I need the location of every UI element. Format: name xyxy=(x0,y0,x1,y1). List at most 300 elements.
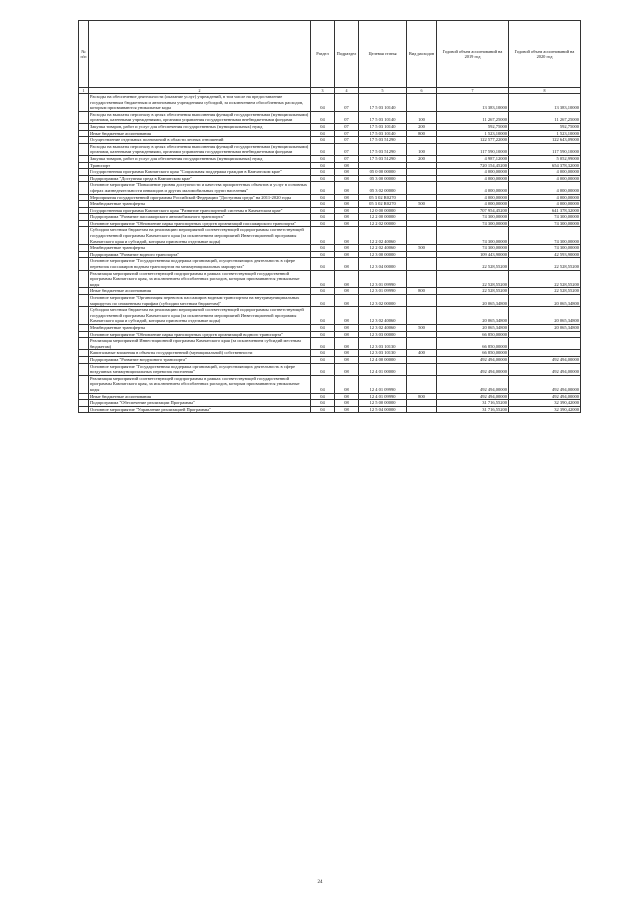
row-target-article-cell: 12 4 00 00000 xyxy=(359,356,407,363)
row-target-article-cell: 12 3 01 09990 xyxy=(359,288,407,295)
row-subsection-cell: 07 xyxy=(335,155,359,162)
row-volume-2019-cell: 492 494,00000 xyxy=(437,393,509,400)
row-volume-2019-cell: 20 065,34800 xyxy=(437,324,509,331)
row-subsection-cell: 08 xyxy=(335,227,359,245)
row-subsection-cell: 08 xyxy=(335,307,359,325)
row-expense-type-cell: 800 xyxy=(407,288,437,295)
row-volume-2020-cell: 42 593,90000 xyxy=(509,251,581,258)
row-volume-2019-cell: 4 000,00000 xyxy=(437,182,509,194)
row-name-cell: Государственная программа Камчатского края "Социальная поддержка граждан в Камчатском крае" xyxy=(89,169,311,176)
row-expense-type-cell: 400 xyxy=(407,350,437,357)
row-subsection-cell: 08 xyxy=(335,220,359,227)
row-index-cell xyxy=(79,324,89,331)
col-header-target-article: Целевая статья xyxy=(359,21,407,88)
row-index-cell xyxy=(79,338,89,350)
row-target-article-cell: 12 3 02 40060 xyxy=(359,307,407,325)
row-subsection-cell: 08 xyxy=(335,400,359,407)
row-section-cell: 04 xyxy=(311,245,335,252)
row-target-article-cell: 12 2 00 00000 xyxy=(359,214,407,221)
row-subsection-cell: 08 xyxy=(335,182,359,194)
row-expense-type-cell: 500 xyxy=(407,245,437,252)
row-section-cell: 04 xyxy=(311,350,335,357)
row-name-cell: Расходы на обеспечение деятельности (оказание услуг) учреждений, в том числе на предоставление государственным бюджетным и автономным учреждениям субсидий, за исключением обособленных расходов, которым присваиваются уникальные коды xyxy=(89,94,311,112)
row-name-cell: Субсидии местным бюджетам на реализацию мероприятий соответствующей подпрограммы соответствующей государственной программы Камчатского края (за исключением мероприятий Инвестиционной программы Камчатского края и субсидий, которым присвоены отдельные коды) xyxy=(89,307,311,325)
row-volume-2020-cell: 4 000,00000 xyxy=(509,194,581,201)
row-volume-2019-cell: 492 494,00000 xyxy=(437,375,509,393)
col-header-volume-2020: Годовой объем ассигнований на 2020 год xyxy=(509,21,581,88)
row-name-cell: Закупка товаров, работ и услуг для обеспечения государственных (муниципальных) нужд xyxy=(89,155,311,162)
row-target-article-cell: 12 5 00 00000 xyxy=(359,400,407,407)
table-row xyxy=(79,155,581,162)
table-row xyxy=(79,175,581,182)
row-volume-2019-cell: 11 267,25000 xyxy=(437,111,509,123)
row-index-cell xyxy=(79,406,89,413)
row-volume-2020-cell: 20 065,34800 xyxy=(509,307,581,325)
row-index-cell xyxy=(79,123,89,130)
row-subsection-cell: 08 xyxy=(335,295,359,307)
col-number: 7 xyxy=(437,88,509,94)
row-volume-2020-cell: 492 494,00000 xyxy=(509,375,581,393)
table-row xyxy=(79,393,581,400)
row-volume-2020-cell: 4 000,00000 xyxy=(509,182,581,194)
row-index-cell xyxy=(79,227,89,245)
row-expense-type-cell xyxy=(407,162,437,169)
row-index-cell xyxy=(79,175,89,182)
row-expense-type-cell xyxy=(407,94,437,112)
row-name-cell: Подпрограмма "Развитие воздушного транспорта" xyxy=(89,356,311,363)
row-index-cell xyxy=(79,169,89,176)
row-target-article-cell: 12 5 04 00000 xyxy=(359,406,407,413)
row-index-cell xyxy=(79,162,89,169)
row-target-article-cell: 05 3 02 R0270 xyxy=(359,194,407,201)
row-target-article-cell: 12 3 03 10130 xyxy=(359,350,407,357)
table-row xyxy=(79,258,581,270)
table-row xyxy=(79,130,581,137)
row-volume-2020-cell: 74 300,00000 xyxy=(509,214,581,221)
col-number: 3 xyxy=(311,88,335,94)
row-volume-2020-cell: 641 378,32000 xyxy=(509,207,581,214)
row-section-cell: 04 xyxy=(311,331,335,338)
row-section-cell: 04 xyxy=(311,338,335,350)
row-volume-2019-cell: 492 494,00000 xyxy=(437,363,509,375)
col-number: 6 xyxy=(407,88,437,94)
row-name-cell: Подпрограмма "Развитие пассажирского автомобильного транспорта" xyxy=(89,214,311,221)
row-section-cell: 04 xyxy=(311,111,335,123)
table-row xyxy=(79,288,581,295)
row-expense-type-cell: 200 xyxy=(407,123,437,130)
row-section-cell: 04 xyxy=(311,175,335,182)
row-section-cell: 04 xyxy=(311,307,335,325)
row-expense-type-cell xyxy=(407,175,437,182)
row-volume-2020-cell: 13 383,10000 xyxy=(509,94,581,112)
row-subsection-cell: 08 xyxy=(335,324,359,331)
row-subsection-cell: 07 xyxy=(335,143,359,155)
row-index-cell xyxy=(79,201,89,208)
row-section-cell: 04 xyxy=(311,324,335,331)
row-expense-type-cell xyxy=(407,270,437,288)
row-volume-2019-cell: 1 523,10000 xyxy=(437,130,509,137)
row-subsection-cell: 07 xyxy=(335,123,359,130)
row-index-cell xyxy=(79,130,89,137)
row-index-cell xyxy=(79,363,89,375)
row-name-cell: Основное мероприятие "Государственная поддержка организаций, осуществляющих деятельность в сфере воздушных межмуниципальных перевозок населения" xyxy=(89,363,311,375)
row-volume-2019-cell: 720 154,45200 xyxy=(437,162,509,169)
table-row xyxy=(79,324,581,331)
row-target-article-cell: 12 3 01 09990 xyxy=(359,270,407,288)
row-name-cell: Подпрограмма "Доступная среда в Камчатском крае" xyxy=(89,175,311,182)
table-row xyxy=(79,214,581,221)
row-section-cell: 04 xyxy=(311,400,335,407)
row-expense-type-cell xyxy=(407,363,437,375)
table-row xyxy=(79,270,581,288)
row-volume-2020-cell: 592,75000 xyxy=(509,123,581,130)
row-section-cell: 04 xyxy=(311,143,335,155)
row-subsection-cell: 08 xyxy=(335,258,359,270)
row-expense-type-cell xyxy=(407,251,437,258)
row-subsection-cell: 08 xyxy=(335,375,359,393)
row-volume-2019-cell: 74 300,00000 xyxy=(437,220,509,227)
col-number: 4 xyxy=(335,88,359,94)
row-name-cell: Закупка товаров, работ и услуг для обеспечения государственных (муниципальных) нужд xyxy=(89,123,311,130)
row-target-article-cell: 12 3 04 00000 xyxy=(359,258,407,270)
row-index-cell xyxy=(79,400,89,407)
row-subsection-cell: 08 xyxy=(335,350,359,357)
table-header-row xyxy=(79,21,581,88)
row-name-cell: Иные бюджетные ассигнования xyxy=(89,393,311,400)
row-volume-2020-cell: 4 000,00000 xyxy=(509,175,581,182)
row-name-cell: Основное мероприятие "Повышение уровня доступности и качества приоритетных объектов и услуг в основных сферах жизнедеятельности инвалидов и других маломобильных групп населения" xyxy=(89,182,311,194)
table-row xyxy=(79,400,581,407)
row-name-cell: Основное мероприятие "Обновление парка транспортных средств организаций водного транспорта" xyxy=(89,331,311,338)
table-row xyxy=(79,338,581,350)
row-target-article-cell: 17 5 03 10140 xyxy=(359,111,407,123)
row-index-cell xyxy=(79,214,89,221)
row-name-cell: Межбюджетные трансферты xyxy=(89,324,311,331)
row-section-cell: 04 xyxy=(311,406,335,413)
row-subsection-cell: 08 xyxy=(335,338,359,350)
col-header-subsection: Подраздел xyxy=(335,21,359,88)
row-index-cell xyxy=(79,111,89,123)
row-name-cell: Транспорт xyxy=(89,162,311,169)
row-subsection-cell: 08 xyxy=(335,175,359,182)
row-target-article-cell: 12 3 03 00000 xyxy=(359,331,407,338)
row-volume-2019-cell: 22 528,55200 xyxy=(437,288,509,295)
row-index-cell xyxy=(79,94,89,112)
row-expense-type-cell xyxy=(407,338,437,350)
table-row xyxy=(79,295,581,307)
row-target-article-cell: 17 5 03 51290 xyxy=(359,143,407,155)
row-volume-2020-cell: 654 378,32000 xyxy=(509,162,581,169)
row-name-cell: Расходы на выплаты персоналу в целях обеспечения выполнения функций государственными (муниципальными) органами, казенными учреждениями, органами управления государственными внебюджетными фондами xyxy=(89,111,311,123)
row-target-article-cell: 12 3 02 40060 xyxy=(359,324,407,331)
row-volume-2019-cell: 31 716,55200 xyxy=(437,406,509,413)
row-name-cell: Реализация мероприятий Инвестиционной программы Камчатского края (за исключением субсидий местным бюджетам) xyxy=(89,338,311,350)
row-section-cell: 04 xyxy=(311,295,335,307)
row-section-cell: 04 xyxy=(311,130,335,137)
table-row xyxy=(79,94,581,112)
row-volume-2020-cell: 492 494,00000 xyxy=(509,393,581,400)
table-row xyxy=(79,307,581,325)
row-volume-2020-cell: 11 267,25000 xyxy=(509,111,581,123)
budget-table-sheet xyxy=(78,20,580,413)
row-expense-type-cell xyxy=(407,375,437,393)
row-subsection-cell: 08 xyxy=(335,363,359,375)
row-volume-2020-cell: 74 300,00000 xyxy=(509,245,581,252)
row-volume-2019-cell: 492 494,00000 xyxy=(437,356,509,363)
row-subsection-cell: 07 xyxy=(335,137,359,144)
row-section-cell: 04 xyxy=(311,194,335,201)
row-name-cell: Реализация мероприятий соответствующей подпрограммы в рамках соответствующей государственной программы Камчатского края, за исключением обособленных расходов, которым присваиваются уникальные коды xyxy=(89,270,311,288)
row-target-article-cell: 12 3 03 10130 xyxy=(359,338,407,350)
row-subsection-cell: 08 xyxy=(335,207,359,214)
col-number: 2 xyxy=(89,88,311,94)
row-section-cell: 04 xyxy=(311,162,335,169)
row-target-article-cell: 05 3 00 00000 xyxy=(359,175,407,182)
row-volume-2020-cell: 4 000,00000 xyxy=(509,169,581,176)
row-section-cell: 04 xyxy=(311,227,335,245)
row-volume-2019-cell: 74 300,00000 xyxy=(437,227,509,245)
row-volume-2019-cell: 4 000,00000 xyxy=(437,201,509,208)
row-volume-2019-cell: 20 065,34800 xyxy=(437,295,509,307)
row-volume-2019-cell: 66 850,00000 xyxy=(437,338,509,350)
row-subsection-cell: 08 xyxy=(335,162,359,169)
row-name-cell: Подпрограмма "Обеспечение реализации Программы" xyxy=(89,400,311,407)
row-target-article-cell: 12 4 01 00000 xyxy=(359,363,407,375)
row-index-cell xyxy=(79,295,89,307)
row-volume-2020-cell: 20 065,34800 xyxy=(509,324,581,331)
row-expense-type-cell xyxy=(407,137,437,144)
row-expense-type-cell: 100 xyxy=(407,111,437,123)
row-volume-2019-cell: 4 000,00000 xyxy=(437,194,509,201)
row-target-article-cell: 17 5 03 51290 xyxy=(359,137,407,144)
row-target-article-cell: 12 2 02 40060 xyxy=(359,227,407,245)
row-volume-2019-cell: 74 300,00000 xyxy=(437,245,509,252)
row-target-article-cell xyxy=(359,162,407,169)
row-volume-2019-cell: 74 300,00000 xyxy=(437,214,509,221)
row-volume-2020-cell: 5 052,99000 xyxy=(509,155,581,162)
row-expense-type-cell: 100 xyxy=(407,143,437,155)
row-index-cell xyxy=(79,258,89,270)
row-expense-type-cell: 200 xyxy=(407,155,437,162)
row-expense-type-cell xyxy=(407,169,437,176)
row-index-cell xyxy=(79,270,89,288)
row-subsection-cell: 07 xyxy=(335,130,359,137)
row-target-article-cell: 12 3 00 00000 xyxy=(359,251,407,258)
row-index-cell xyxy=(79,356,89,363)
row-expense-type-cell xyxy=(407,227,437,245)
row-section-cell: 04 xyxy=(311,182,335,194)
col-header-expense-type: Вид расходов xyxy=(407,21,437,88)
row-volume-2019-cell: 22 528,55200 xyxy=(437,270,509,288)
row-volume-2020-cell: 22 528,55200 xyxy=(509,258,581,270)
row-volume-2019-cell: 20 065,34800 xyxy=(437,307,509,325)
row-subsection-cell: 08 xyxy=(335,245,359,252)
row-expense-type-cell xyxy=(407,258,437,270)
row-volume-2019-cell: 66 850,00000 xyxy=(437,331,509,338)
row-volume-2020-cell: 492 494,00000 xyxy=(509,363,581,375)
row-subsection-cell: 08 xyxy=(335,194,359,201)
row-target-article-cell: 12 4 01 09990 xyxy=(359,375,407,393)
row-name-cell: Подпрограмма "Развитие водного транспорта" xyxy=(89,251,311,258)
row-target-article-cell: 17 5 03 10140 xyxy=(359,94,407,112)
table-row xyxy=(79,123,581,130)
row-section-cell: 04 xyxy=(311,137,335,144)
row-name-cell: Субсидии местным бюджетам на реализацию мероприятий соответствующей подпрограммы соответствующей государственной программы Камчатского края (за исключением мероприятий Инвестиционной программы Камчатского края и субсидий, которым присвоены отдельные коды) xyxy=(89,227,311,245)
table-row xyxy=(79,182,581,194)
row-subsection-cell: 08 xyxy=(335,393,359,400)
row-index-cell xyxy=(79,207,89,214)
row-expense-type-cell: 500 xyxy=(407,201,437,208)
row-expense-type-cell: 500 xyxy=(407,324,437,331)
row-subsection-cell: 08 xyxy=(335,406,359,413)
table-row xyxy=(79,201,581,208)
row-subsection-cell: 07 xyxy=(335,111,359,123)
row-section-cell: 04 xyxy=(311,288,335,295)
row-volume-2020-cell xyxy=(509,331,581,338)
row-name-cell: Основное мероприятие "Организация перевозок пассажиров водным транспортом на внутримуниципальных маршрутах по сниженным тарифам (субсидии местным бюджетам)" xyxy=(89,295,311,307)
row-volume-2019-cell: 122 577,22000 xyxy=(437,137,509,144)
row-volume-2019-cell: 13 383,10000 xyxy=(437,94,509,112)
row-target-article-cell: 12 4 01 09990 xyxy=(359,393,407,400)
row-volume-2019-cell: 4 000,00000 xyxy=(437,175,509,182)
row-section-cell: 04 xyxy=(311,214,335,221)
row-volume-2020-cell: 22 528,55200 xyxy=(509,270,581,288)
row-index-cell xyxy=(79,350,89,357)
row-index-cell xyxy=(79,288,89,295)
col-number: 1 xyxy=(79,88,89,94)
row-target-article-cell: 05 3 02 R0270 xyxy=(359,201,407,208)
row-section-cell: 04 xyxy=(311,207,335,214)
row-volume-2020-cell: 122 643,09000 xyxy=(509,137,581,144)
row-name-cell: Основное мероприятие "Управление реализацией Программы" xyxy=(89,406,311,413)
table-row xyxy=(79,220,581,227)
row-target-article-cell: 12 0 00 00000 xyxy=(359,207,407,214)
table-row xyxy=(79,375,581,393)
col-number: 8 xyxy=(509,88,581,94)
row-volume-2019-cell: 66 850,00000 xyxy=(437,350,509,357)
row-target-article-cell: 17 5 03 10140 xyxy=(359,130,407,137)
row-subsection-cell: 08 xyxy=(335,201,359,208)
row-expense-type-cell xyxy=(407,182,437,194)
row-index-cell xyxy=(79,220,89,227)
row-expense-type-cell xyxy=(407,214,437,221)
col-header-number: № п/п xyxy=(79,21,89,88)
row-index-cell xyxy=(79,245,89,252)
row-volume-2019-cell: 31 716,55200 xyxy=(437,400,509,407)
row-target-article-cell: 12 3 02 00000 xyxy=(359,295,407,307)
budget-table xyxy=(78,20,581,413)
table-row xyxy=(79,162,581,169)
row-target-article-cell: 17 5 03 51290 xyxy=(359,155,407,162)
row-section-cell: 04 xyxy=(311,220,335,227)
row-index-cell xyxy=(79,251,89,258)
row-subsection-cell: 08 xyxy=(335,251,359,258)
row-section-cell: 04 xyxy=(311,393,335,400)
row-volume-2020-cell: 492 494,00000 xyxy=(509,356,581,363)
row-volume-2020-cell: 74 300,00000 xyxy=(509,220,581,227)
row-subsection-cell: 07 xyxy=(335,94,359,112)
table-row xyxy=(79,251,581,258)
row-name-cell: Расходы на выплаты персоналу в целях обеспечения выполнения функций государственными (муниципальными) органами, казенными учреждениями, органами управления государственными внебюджетными фондами xyxy=(89,143,311,155)
table-row xyxy=(79,111,581,123)
row-section-cell: 04 xyxy=(311,169,335,176)
row-volume-2020-cell: 20 065,34800 xyxy=(509,295,581,307)
row-volume-2020-cell: 1 523,10000 xyxy=(509,130,581,137)
col-number: 5 xyxy=(359,88,407,94)
row-expense-type-cell xyxy=(407,400,437,407)
row-expense-type-cell xyxy=(407,194,437,201)
row-name-cell: Основное мероприятие "Государственная поддержка организаций, осуществляющих деятельность в сфере перевозок пассажиров водным транспортом на межмуниципальных маршрутах" xyxy=(89,258,311,270)
row-expense-type-cell xyxy=(407,331,437,338)
row-expense-type-cell xyxy=(407,356,437,363)
row-index-cell xyxy=(79,137,89,144)
row-volume-2020-cell xyxy=(509,350,581,357)
row-volume-2020-cell: 74 300,00000 xyxy=(509,227,581,245)
table-row xyxy=(79,227,581,245)
row-volume-2019-cell: 109 443,90000 xyxy=(437,251,509,258)
row-section-cell: 04 xyxy=(311,94,335,112)
table-row xyxy=(79,194,581,201)
row-name-cell: Осуществление отдельных полномочий в области лесных отношений xyxy=(89,137,311,144)
row-section-cell: 04 xyxy=(311,258,335,270)
row-volume-2020-cell: 32 390,42000 xyxy=(509,400,581,407)
row-name-cell: Реализация мероприятий соответствующей подпрограммы в рамках соответствующей государственной программы Камчатского края, за исключением обособленных расходов, которым присваиваются уникальные коды xyxy=(89,375,311,393)
col-header-volume-2019: Годовой объем ассигнований на 2019 год xyxy=(437,21,509,88)
row-volume-2019-cell: 4 000,00000 xyxy=(437,169,509,176)
budget-table-body xyxy=(79,94,581,413)
row-expense-type-cell xyxy=(407,295,437,307)
row-volume-2019-cell: 117 590,10000 xyxy=(437,143,509,155)
row-subsection-cell: 08 xyxy=(335,214,359,221)
row-name-cell: Иные бюджетные ассигнования xyxy=(89,288,311,295)
row-index-cell xyxy=(79,331,89,338)
table-row xyxy=(79,350,581,357)
row-volume-2020-cell: 22 528,55200 xyxy=(509,288,581,295)
row-subsection-cell: 08 xyxy=(335,331,359,338)
row-volume-2019-cell: 707 954,45200 xyxy=(437,207,509,214)
row-expense-type-cell xyxy=(407,307,437,325)
row-name-cell: Основное мероприятие "Обновление парка транспортных средств организаций пассажирского транспорта" xyxy=(89,220,311,227)
row-section-cell: 04 xyxy=(311,375,335,393)
row-subsection-cell: 08 xyxy=(335,288,359,295)
row-target-article-cell: 12 2 02 40060 xyxy=(359,245,407,252)
row-expense-type-cell xyxy=(407,220,437,227)
row-volume-2019-cell: 22 528,55200 xyxy=(437,258,509,270)
table-row xyxy=(79,143,581,155)
row-name-cell: Мероприятия государственной программы Российской Федерации "Доступная среда" на 2011-2020 годы xyxy=(89,194,311,201)
row-expense-type-cell xyxy=(407,207,437,214)
row-section-cell: 04 xyxy=(311,270,335,288)
table-row xyxy=(79,331,581,338)
col-header-section: Раздел xyxy=(311,21,335,88)
row-section-cell: 04 xyxy=(311,251,335,258)
row-index-cell xyxy=(79,155,89,162)
page-number: 24 xyxy=(317,880,323,885)
row-index-cell xyxy=(79,393,89,400)
row-volume-2020-cell: 4 000,00000 xyxy=(509,201,581,208)
row-target-article-cell: 17 5 03 10140 xyxy=(359,123,407,130)
row-index-cell xyxy=(79,143,89,155)
row-name-cell: Межбюджетные трансферты xyxy=(89,245,311,252)
row-volume-2020-cell: 32 390,42000 xyxy=(509,406,581,413)
row-name-cell: Межбюджетные трансферты xyxy=(89,201,311,208)
row-target-article-cell: 05 3 02 00000 xyxy=(359,182,407,194)
table-row xyxy=(79,363,581,375)
row-section-cell: 04 xyxy=(311,155,335,162)
row-subsection-cell: 08 xyxy=(335,356,359,363)
row-expense-type-cell: 800 xyxy=(407,393,437,400)
row-target-article-cell: 05 0 00 00000 xyxy=(359,169,407,176)
